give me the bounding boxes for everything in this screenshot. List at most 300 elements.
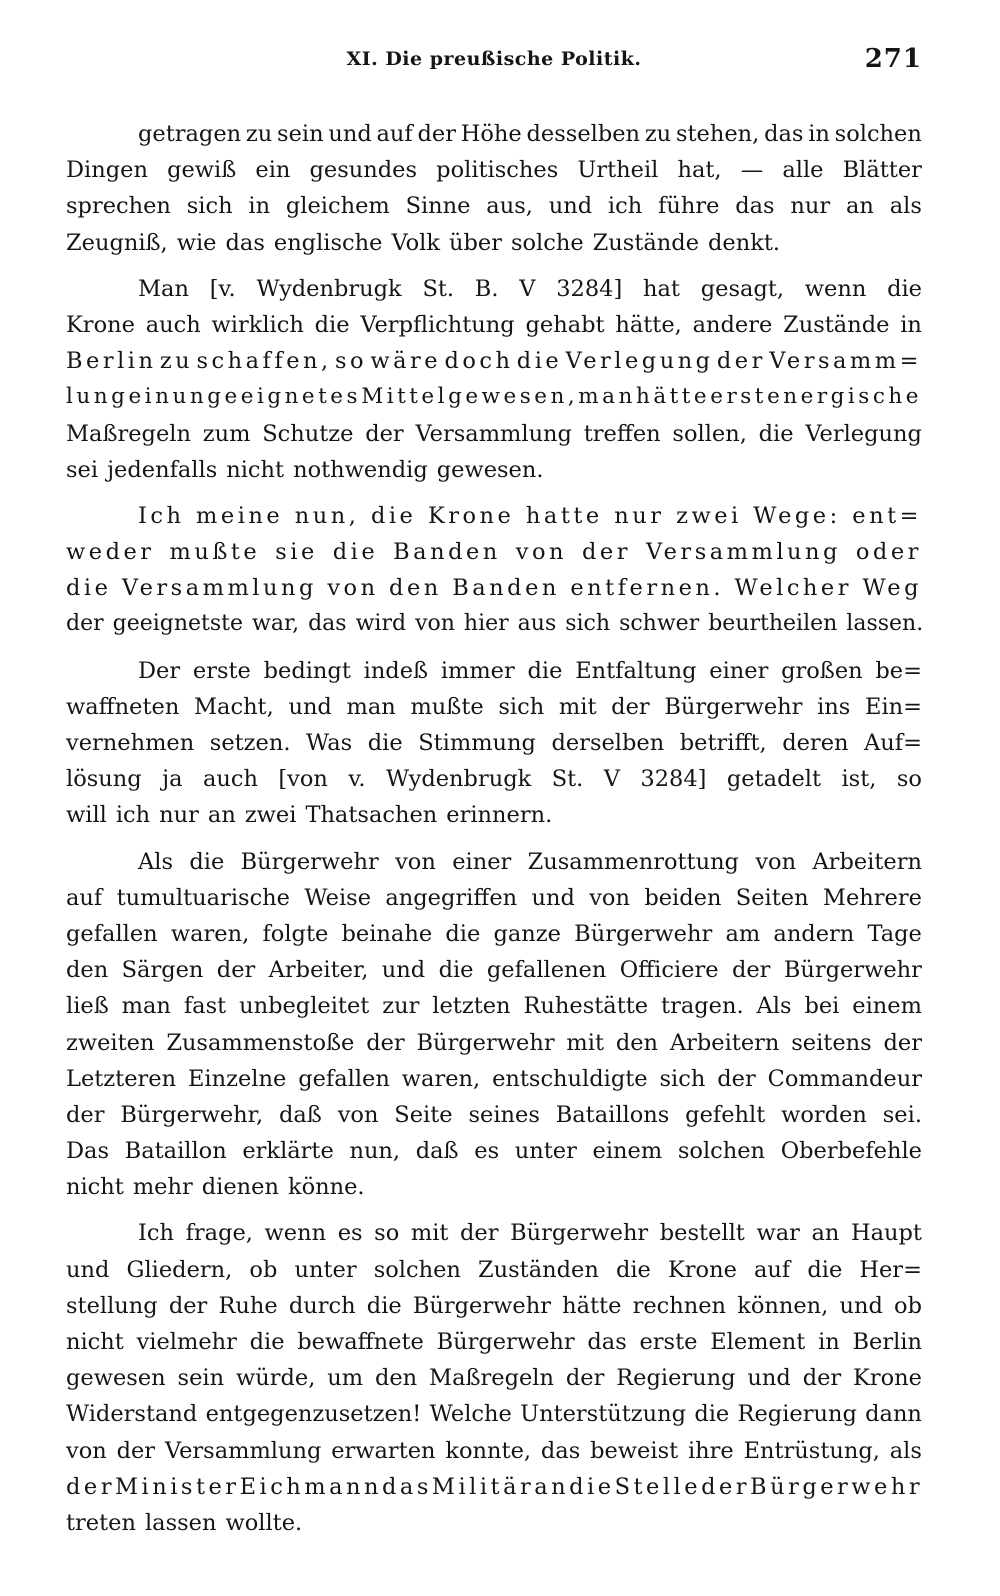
word: von	[337, 1101, 379, 1128]
word: Bürgerwehr	[412, 1292, 551, 1319]
text-line	[66, 498, 922, 534]
text-line	[66, 1360, 922, 1396]
word: hier	[463, 611, 509, 637]
word: fast	[183, 993, 227, 1020]
word: hätte,	[615, 311, 682, 338]
word: die	[332, 539, 379, 566]
word: sich	[498, 693, 545, 720]
word: Dingen	[66, 157, 148, 184]
word: seitens	[791, 1029, 872, 1056]
word: in	[248, 193, 271, 220]
word: beweist	[590, 1437, 679, 1464]
word: auch	[145, 311, 201, 338]
word: 3284]	[556, 275, 623, 302]
word: meine	[196, 502, 284, 529]
word: lassen.	[846, 611, 924, 637]
word: der	[565, 1365, 605, 1392]
word: entgegenzusetzen!	[205, 1401, 422, 1428]
word: immer	[440, 657, 515, 684]
word: als	[889, 1437, 922, 1464]
word: zu	[159, 348, 194, 375]
word: Urtheil	[577, 157, 659, 184]
text-line	[66, 271, 922, 307]
word: sein	[177, 1365, 225, 1392]
word: in	[900, 311, 922, 338]
word: Wydenbrugk	[386, 766, 532, 793]
text-line	[66, 452, 922, 488]
book-page	[66, 44, 922, 1551]
word: gewesen.	[436, 456, 544, 483]
word: Als	[756, 993, 792, 1020]
word: ungeeignetes	[172, 384, 362, 410]
word: unter	[514, 1138, 577, 1165]
word: hat,	[677, 157, 722, 184]
word: waren,	[170, 920, 250, 947]
word: wäre	[370, 348, 442, 375]
word: aus,	[486, 193, 533, 220]
word: Zeugniß,	[66, 229, 168, 256]
text-line	[66, 1252, 922, 1288]
word: Zusammenrottung	[527, 848, 739, 875]
word: V	[519, 275, 536, 302]
word: zum	[202, 420, 251, 447]
word: sie	[275, 539, 318, 566]
word: so	[896, 766, 922, 793]
word: frage,	[185, 1220, 253, 1247]
word: Man	[138, 275, 189, 302]
word: folgte	[262, 920, 329, 947]
word: in	[818, 1329, 840, 1355]
word: Höhe	[460, 121, 522, 147]
word: auf	[754, 1256, 791, 1283]
word: auch	[202, 766, 258, 793]
text-line	[66, 844, 922, 880]
word: getadelt	[726, 766, 822, 793]
word: betrifft,	[679, 730, 767, 756]
word: Banden	[452, 575, 560, 602]
word: zwei	[676, 502, 742, 529]
word: erwarten	[331, 1437, 436, 1464]
word: man	[121, 993, 171, 1020]
word: die	[887, 275, 922, 302]
word: Gliedern,	[126, 1256, 233, 1283]
word: Bürgerwehr	[664, 693, 803, 720]
word: konnte,	[445, 1437, 532, 1464]
text-line	[66, 152, 922, 188]
word: beurtheilen	[708, 611, 838, 637]
text-line	[66, 916, 922, 952]
word: Bürgerwehr	[574, 920, 713, 947]
word: Berlin	[66, 348, 157, 375]
word: führe	[658, 193, 720, 220]
word: energische	[767, 384, 922, 410]
word: vielmehr	[136, 1329, 237, 1355]
word: der	[883, 1029, 922, 1056]
word: Entrüstung,	[743, 1437, 880, 1464]
word: gefallen	[66, 920, 158, 947]
word: Maßregeln	[429, 1365, 554, 1392]
word: Versamm=	[769, 348, 922, 375]
word: Bürgerwehr	[750, 1473, 924, 1500]
text-line	[66, 1215, 922, 1251]
word: erste	[639, 1329, 698, 1355]
word: Stimmung	[418, 730, 536, 756]
word: Welche	[429, 1401, 512, 1428]
word: waren,	[401, 1065, 481, 1092]
word: politisches	[436, 157, 559, 184]
word: sei.	[882, 1101, 922, 1128]
text-line	[66, 988, 922, 1024]
word: sein	[277, 121, 324, 147]
word: einer	[452, 848, 512, 875]
word: Commandeur	[767, 1065, 922, 1092]
word: die	[66, 575, 112, 602]
word: und	[531, 884, 575, 911]
word: ihre	[687, 1437, 734, 1464]
word: dann	[865, 1401, 922, 1428]
word: stellung	[66, 1292, 158, 1319]
word: großen	[781, 657, 863, 684]
word: auf	[376, 121, 413, 147]
word: Tage	[867, 920, 922, 947]
text-line	[66, 416, 922, 452]
word: solchen	[373, 1256, 461, 1283]
word: Das	[66, 1138, 110, 1165]
word: der	[66, 1473, 115, 1500]
word: und	[548, 193, 593, 220]
word: solchen	[834, 121, 922, 147]
word: bewaffnete	[297, 1329, 424, 1355]
word: die	[615, 1256, 651, 1283]
word: der	[611, 693, 650, 720]
word: geeignetste	[112, 611, 244, 637]
word: V	[603, 766, 620, 793]
word: Ich	[138, 502, 185, 529]
word: ich	[115, 802, 151, 829]
word: Regierung	[616, 1365, 736, 1392]
word: Bataillon	[124, 1138, 227, 1165]
text-line	[66, 1469, 922, 1505]
word: Was	[306, 730, 353, 756]
word: Verlegung	[805, 420, 922, 447]
word: tragen.	[661, 993, 744, 1020]
word: desselben	[526, 121, 641, 147]
word: gehabt	[525, 311, 605, 338]
word: denkt.	[708, 229, 781, 256]
word: hätte	[562, 1292, 622, 1319]
word: —	[740, 157, 764, 184]
word: Macht,	[194, 693, 274, 720]
word: Haupt	[850, 1220, 922, 1247]
word: von	[589, 884, 630, 911]
word: der	[701, 1473, 751, 1500]
word: Blätter	[842, 157, 922, 184]
word: Weise	[304, 884, 372, 911]
text-line	[66, 1433, 922, 1469]
running-head-title: XI. Die preußische Politik.	[346, 48, 642, 70]
word: zu	[644, 121, 672, 147]
word: nur	[790, 193, 831, 220]
word: ob	[249, 1256, 278, 1283]
word: der	[168, 1292, 208, 1319]
word: die	[527, 657, 563, 684]
word: gefehlt	[685, 1101, 766, 1128]
word: gefallenen	[486, 957, 607, 984]
word: oder	[855, 539, 922, 566]
word: ein	[128, 384, 173, 410]
word: lassen	[144, 1509, 217, 1536]
word: mußte	[410, 693, 484, 720]
word: Welcher	[734, 575, 852, 602]
word: hat	[643, 275, 680, 302]
word: von	[66, 1437, 107, 1464]
word: die	[694, 1401, 730, 1428]
word: mehr	[132, 1174, 193, 1201]
word: Versammlung	[645, 539, 841, 566]
word: war	[756, 1220, 800, 1247]
word: sprechen	[66, 193, 171, 220]
word: an	[534, 1473, 570, 1500]
word: Unterstützung	[520, 1401, 687, 1428]
paragraph	[66, 271, 922, 488]
word: treten	[66, 1509, 136, 1536]
text-line	[66, 188, 922, 224]
word: be=	[875, 657, 922, 684]
word: Krone	[853, 1365, 922, 1392]
word: Officiere	[619, 957, 719, 984]
word: erst	[710, 384, 767, 410]
word: gewiß	[167, 157, 237, 184]
word: Auf=	[864, 730, 922, 756]
word: setzen.	[209, 730, 291, 756]
paragraph	[66, 844, 922, 1206]
word: Mehrere	[822, 884, 922, 911]
word: Eichmann	[239, 1473, 383, 1500]
word: so	[334, 348, 368, 375]
text-line	[66, 880, 922, 916]
text-line	[66, 1396, 922, 1432]
word: zweiten	[66, 1029, 155, 1056]
text-line	[66, 689, 922, 725]
text-line	[66, 225, 922, 261]
word: können,	[737, 1292, 829, 1319]
word: mit	[566, 1029, 604, 1056]
text-line	[66, 761, 922, 797]
word: einem	[592, 1138, 663, 1165]
word: es	[474, 1138, 500, 1165]
word: der	[802, 1365, 842, 1392]
word: Särgen	[121, 957, 204, 984]
word: die	[445, 920, 481, 947]
word: und	[328, 121, 372, 147]
word: und	[839, 1292, 883, 1319]
word: sei	[66, 456, 99, 483]
word: Militär	[431, 1473, 535, 1500]
word: wie	[176, 229, 217, 256]
word: die	[438, 957, 474, 984]
word: die	[189, 848, 225, 875]
word: Verpflichtung	[360, 311, 515, 338]
word: der	[66, 1101, 105, 1128]
word: der	[417, 121, 456, 147]
text-line	[66, 307, 922, 343]
text-line	[66, 343, 922, 379]
word: von	[755, 848, 797, 875]
word: Als	[138, 848, 173, 875]
word: ja	[162, 766, 183, 793]
text-line	[66, 1288, 922, 1324]
word: die	[367, 730, 403, 756]
word: und	[747, 1365, 791, 1392]
word: der	[366, 1029, 405, 1056]
word: worden	[781, 1101, 867, 1128]
word: man	[578, 384, 636, 410]
word: und	[288, 693, 332, 720]
word: man	[346, 693, 396, 720]
word: aus	[517, 611, 557, 637]
word: Schutze	[262, 420, 354, 447]
word: an	[845, 193, 874, 220]
word: solche	[510, 229, 584, 256]
paragraph	[66, 653, 922, 834]
word: Arbeitern	[812, 848, 922, 875]
word: tumultuarische	[116, 884, 290, 911]
paragraph	[66, 498, 922, 643]
word: andern	[773, 920, 855, 947]
word: gewesen	[66, 1365, 166, 1392]
word: von	[327, 575, 379, 602]
word: auf	[66, 884, 103, 911]
word: beiden	[644, 884, 722, 911]
word: ließ	[66, 993, 109, 1020]
word: um	[327, 1365, 364, 1392]
word: der	[365, 420, 404, 447]
word: Stelle	[614, 1473, 702, 1500]
text-line	[66, 1505, 922, 1541]
word: v.	[348, 766, 366, 793]
word: nun,	[349, 1138, 401, 1165]
word: war,	[252, 611, 300, 637]
word: lung	[66, 384, 129, 410]
word: Ruhe	[218, 1292, 278, 1319]
text-line	[66, 1025, 922, 1061]
word: sich	[565, 611, 611, 637]
word: Bürgerwehr	[416, 1029, 555, 1056]
word: mit	[410, 1220, 449, 1247]
word: sollen,	[672, 420, 747, 447]
word: St.	[551, 766, 584, 793]
word: der	[460, 1220, 499, 1247]
word: Maßregeln	[66, 420, 191, 447]
word: erinnern.	[446, 802, 553, 829]
word: könne.	[287, 1174, 365, 1201]
paragraph	[66, 1215, 922, 1541]
word: Bürgerwehr,	[120, 1101, 264, 1128]
word: Krone	[66, 311, 135, 338]
word: Arbeiter,	[268, 957, 369, 984]
word: nicht	[226, 456, 285, 483]
word: sich	[186, 193, 233, 220]
word: waffneten	[66, 693, 180, 720]
word: den	[374, 1365, 418, 1392]
word: Wege:	[753, 502, 841, 529]
word: Banden	[393, 539, 501, 566]
word: hätte	[635, 384, 711, 410]
word: Widerstand	[66, 1401, 198, 1428]
word: entfernen.	[570, 575, 725, 602]
word: die	[314, 311, 350, 338]
word: der	[716, 348, 766, 375]
body-text	[66, 116, 922, 1541]
word: Entfaltung	[575, 657, 697, 684]
word: Sinne	[405, 193, 471, 220]
word: St.	[422, 275, 455, 302]
word: nicht	[66, 1174, 124, 1201]
word: daß	[415, 1138, 459, 1165]
word: treffen	[583, 420, 661, 447]
word: die	[758, 420, 794, 447]
word: wenn	[264, 1220, 327, 1247]
text-line	[66, 725, 922, 761]
word: die	[516, 348, 563, 375]
word: deren	[782, 730, 849, 756]
word: bedingt	[263, 657, 351, 684]
word: Element	[710, 1329, 806, 1355]
word: der	[717, 1065, 756, 1092]
page-number: 271	[864, 44, 922, 74]
word: gefallen	[298, 1065, 390, 1092]
word: Versammlung	[415, 420, 572, 447]
word: hatte	[525, 502, 603, 529]
word: der	[66, 611, 104, 637]
text-line	[66, 1169, 922, 1205]
word: B.	[474, 275, 499, 302]
word: nun,	[294, 502, 360, 529]
word: wenn	[804, 275, 867, 302]
word: das	[587, 1329, 627, 1355]
word: Ich	[138, 1220, 174, 1247]
word: angegriffen	[385, 884, 518, 911]
text-line	[66, 952, 922, 988]
word: lösung	[66, 766, 142, 793]
word: die	[370, 502, 417, 529]
word: bei	[804, 993, 840, 1020]
word: ins	[817, 693, 851, 720]
word: einem	[852, 993, 922, 1020]
word: an	[207, 802, 236, 829]
word: [von	[278, 766, 328, 793]
word: Der	[138, 657, 181, 684]
word: derselben	[551, 730, 665, 756]
word: der	[581, 539, 631, 566]
word: in	[808, 121, 830, 147]
word: Seite	[394, 1101, 453, 1128]
word: ob	[894, 1292, 922, 1319]
word: nur	[614, 502, 665, 529]
word: die	[366, 1292, 402, 1319]
text-line	[66, 1133, 922, 1169]
word: [v.	[209, 275, 236, 302]
word: es	[337, 1220, 363, 1247]
word: am	[725, 920, 761, 947]
word: den	[615, 1029, 659, 1056]
text-line	[66, 534, 922, 570]
word: der	[731, 957, 771, 984]
word: Bürgerwehr	[240, 848, 379, 875]
word: 3284]	[640, 766, 707, 793]
word: dienen	[201, 1174, 279, 1201]
word: seines	[468, 1101, 540, 1128]
